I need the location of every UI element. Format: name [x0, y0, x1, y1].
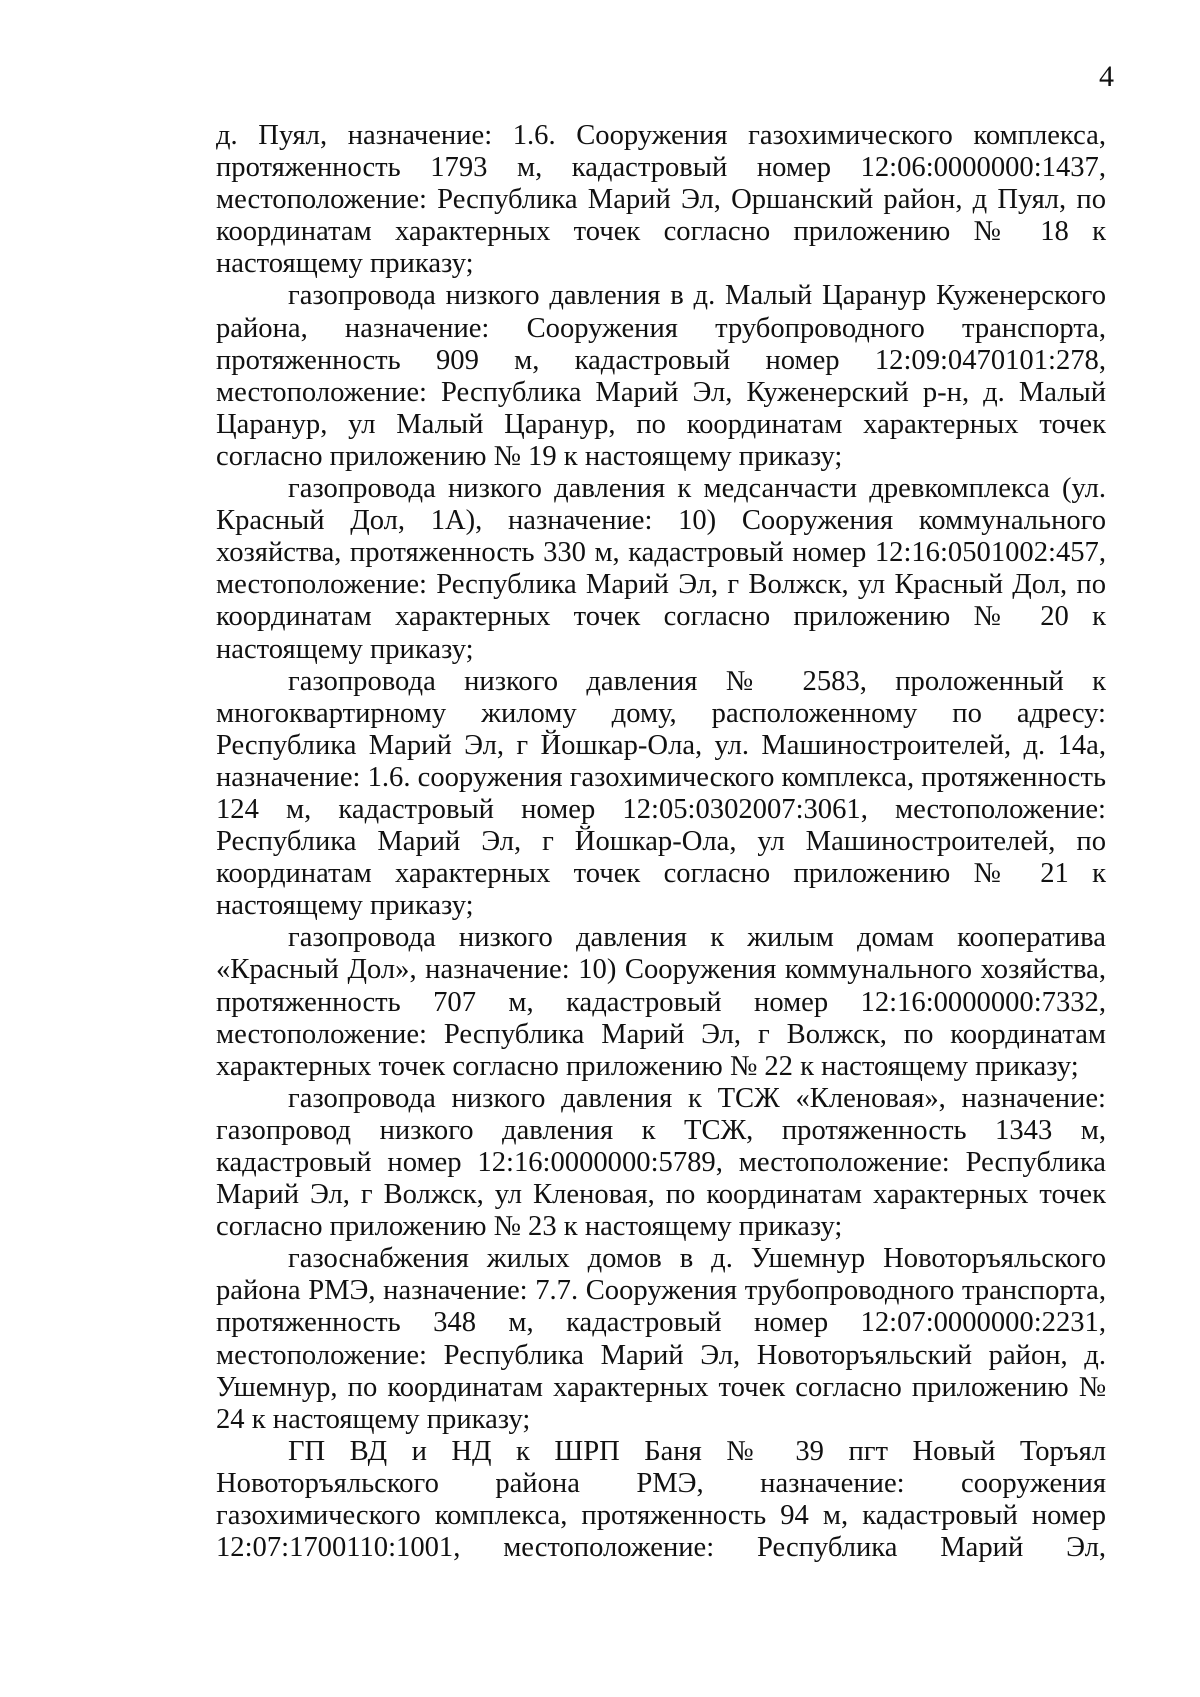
paragraph-pipeline-puyal: д. Пуял, назначение: 1.6. Сооружения газохимического комплекса, протяженность 1793 м, кадастровый номер 12:06:0000000:1437, местоположение: Республика Марий Эл, Оршанский район, д Пуял, по координатам характерных точек согласно приложению № 18 к настоящему приказу; [216, 120, 1106, 280]
paragraph-pipeline-medsanchast: газопровода низкого давления к медсанчасти древкомплекса (ул. Красный Дол, 1А), назначение: 10) Сооружения коммунального хозяйства, протяженность 330 м, кадастровый номер 12:16:0501002:457, местоположение: Республика Марий Эл, г Волжск, ул Красный Дол, по координатам характерных точек согласно приложению № 20 к настоящему приказу; [216, 473, 1106, 665]
paragraph-pipeline-krasny-dol: газопровода низкого давления к жилым домам кооператива «Красный Дол», назначение: 10) Сооружения коммунального хозяйства, протяженность 707 м, кадастровый номер 12:16:0000000:7332, местоположение: Республика Марий Эл, г Волжск, по координатам характерных точек согласно приложению № 22 к настоящему приказу; [216, 922, 1106, 1082]
paragraph-pipeline-maly-tsaranur: газопровода низкого давления в д. Малый Царанур Куженерского района, назначение: Сооружения трубопроводного транспорта, протяженность 909 м, кадастровый номер 12:09:0470101:278, местоположение: Республика Марий Эл, Куженерский р-н, д. Малый Царанур, ул Малый Царанур, по координатам характерных точек согласно приложению № 19 к настоящему приказу; [216, 280, 1106, 472]
paragraph-gp-shrp-banya-39: ГП ВД и НД к ШРП Баня № 39 пгт Новый Торъял Новоторъяльского района РМЭ, назначение: сооружения газохимического комплекса, протяженность 94 м, кадастровый номер 12:07:1700110:1001, местоположение: Республика Марий Эл, [216, 1435, 1106, 1564]
paragraph-gas-supply-ushemnur: газоснабжения жилых домов в д. Ушемнур Новоторъяльского района РМЭ, назначение: 7.7. Сооружения трубопроводного транспорта, протяженность 348 м, кадастровый номер 12:07:0000000:2231, местоположение: Республика Марий Эл, Новоторъяльский район, д. Ушемнур, по координатам характерных точек согласно приложению № 24 к настоящему приказу; [216, 1243, 1106, 1435]
paragraph-pipeline-tszh-klenovaya: газопровода низкого давления к ТСЖ «Кленовая», назначение: газопровод низкого давления к ТСЖ, протяженность 1343 м, кадастровый номер 12:16:0000000:5789, местоположение: Республика Марий Эл, г Волжск, ул Кленовая, по координатам характерных точек согласно приложению № 23 к настоящему приказу; [216, 1082, 1106, 1243]
document-body [216, 120, 1106, 1564]
paragraph-pipeline-2583: газопровода низкого давления № 2583, проложенный к многоквартирному жилому дому, расположенному по адресу: Республика Марий Эл, г Йошкар-Ола, ул. Машиностроителей, д. 14а, назначение: 1.6. сооружения газохимического комплекса, протяженность 124 м, кадастровый номер 12:05:0302007:3061, местоположение: Республика Марий Эл, г Йошкар-Ола, ул Машиностроителей, по координатам характерных точек согласно приложению № 21 к настоящему приказу; [216, 665, 1106, 922]
page-number: 4 [1099, 60, 1114, 93]
